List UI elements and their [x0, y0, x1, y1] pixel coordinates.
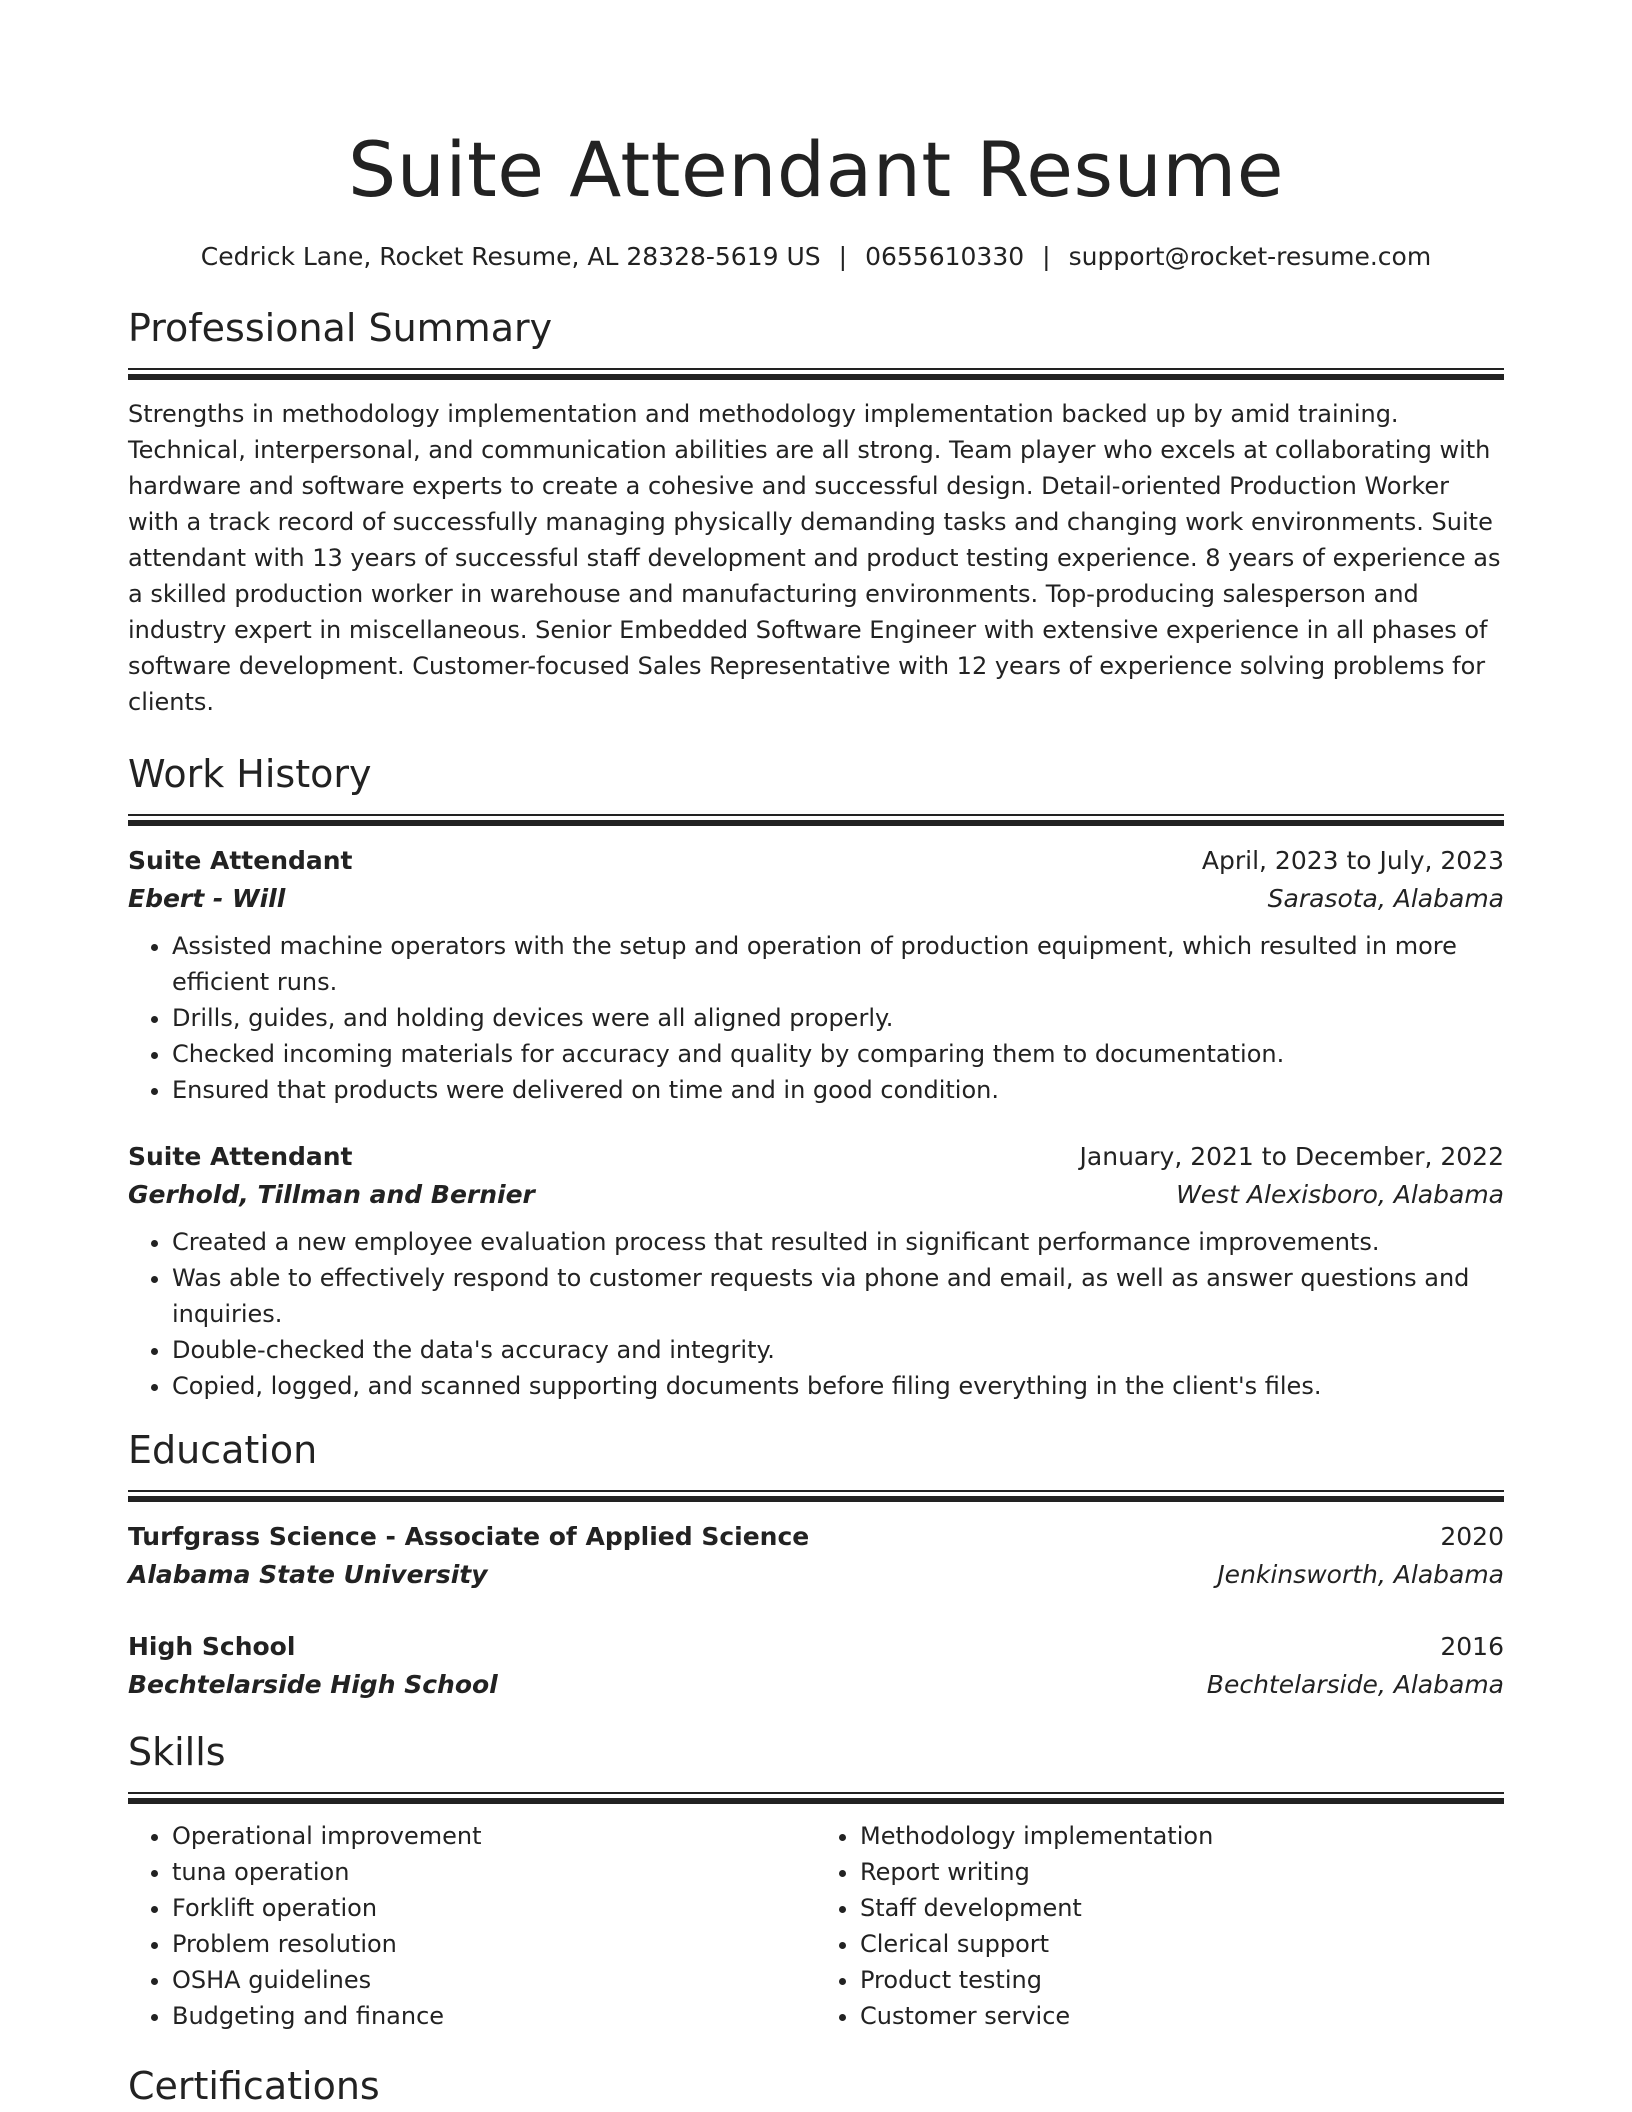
resume-title: Suite Attendant Resume [347, 125, 1285, 214]
skill-item: • Methodology implementation [860, 1818, 1504, 1854]
job-bullet: • Double-checked the data's accuracy and integrity. [172, 1332, 1504, 1368]
skills-column-left [128, 1818, 816, 2034]
skill-item: • Customer service [860, 1998, 1504, 2034]
job-company: Gerhold, Tillman and Bernier [128, 1180, 535, 1209]
certifications-section [128, 2060, 1504, 2112]
skill-item: • Staff development [860, 1890, 1504, 1926]
education-entry [128, 1628, 1504, 1704]
skills-grid [128, 1818, 1504, 2034]
section-divider [128, 368, 1504, 380]
section-heading-work: Work History [128, 752, 372, 796]
contact-phone: 0655610330 [865, 242, 1025, 271]
section-heading-summary: Professional Summary [128, 306, 553, 350]
job-bullet: • Was able to effectively respond to customer requests via phone and email, as well as answer questions and inquiries. [172, 1260, 1504, 1332]
education-subheader-row [128, 1556, 1504, 1594]
job-bullet: • Assisted machine operators with the setup and operation of production equipment, which resulted in more efficient runs. [172, 928, 1504, 1000]
education-location: Jenkinsworth, Alabama [1217, 1560, 1504, 1589]
education-degree: High School [128, 1632, 296, 1661]
job-location: Sarasota, Alabama [1267, 884, 1504, 913]
job-header-row [128, 1138, 1504, 1176]
job-subheader-row [128, 880, 1504, 918]
job-title: Suite Attendant [128, 846, 353, 875]
work-history-section [128, 748, 1504, 1404]
job-header-row [128, 842, 1504, 880]
education-location: Bechtelarside, Alabama [1206, 1670, 1504, 1699]
contact-address: Cedrick Lane, Rocket Resume, AL 28328-5619 US [200, 242, 821, 271]
skill-item: • OSHA guidelines [172, 1962, 816, 1998]
contact-email: support@rocket-resume.com [1068, 242, 1432, 271]
skill-item: • Clerical support [860, 1926, 1504, 1962]
contact-separator: | [1042, 242, 1051, 271]
job-dates: January, 2021 to December, 2022 [1079, 1142, 1504, 1171]
skill-item: • Budgeting and finance [172, 1998, 816, 2034]
education-header-row [128, 1518, 1504, 1556]
job-bullet: • Checked incoming materials for accuracy and quality by comparing them to documentation. [172, 1036, 1504, 1072]
skills-column-right [816, 1818, 1504, 2034]
job-location: West Alexisboro, Alabama [1176, 1180, 1504, 1209]
section-heading-certifications: Certifications [128, 2064, 380, 2108]
skill-item: • tuna operation [172, 1854, 816, 1890]
skill-item: • Forklift operation [172, 1890, 816, 1926]
contact-line [128, 240, 1504, 274]
education-subheader-row [128, 1666, 1504, 1704]
section-divider [128, 1490, 1504, 1502]
skill-item: • Product testing [860, 1962, 1504, 1998]
education-degree: Turfgrass Science - Associate of Applied Science [128, 1522, 810, 1551]
job-bullet: • Drills, guides, and holding devices were all aligned properly. [172, 1000, 1504, 1036]
skill-item: • Operational improvement [172, 1818, 816, 1854]
summary-text: Strengths in methodology implementation and methodology implementation backed up by amid training. Technical, interpersonal, and communication abilities are all strong. Team player who excels at collaborating with hardware and software experts to create a cohesive and successful design. Detail-oriented Production Worker with a track record of successfully managing physically demanding tasks and changing work environments. Suite attendant with 13 years of successful staff development and product testing experience. 8 years of experience as a skilled production worker in warehouse and manufacturing environments. Top-producing salesperson and industry expert in miscellaneous. Senior Embedded Software Engineer with extensive experience in all phases of software development. Customer-focused Sales Representative with 12 years of experience solving problems for clients. [128, 400, 1501, 716]
section-divider [128, 814, 1504, 826]
summary-section [128, 302, 1504, 720]
section-heading-skills: Skills [128, 1730, 226, 1774]
job-bullet: • Copied, logged, and scanned supporting documents before filing everything in the client's files. [172, 1368, 1504, 1404]
job-company: Ebert - Will [128, 884, 286, 913]
skill-item: • Report writing [860, 1854, 1504, 1890]
job-bullets [128, 1224, 1504, 1404]
education-year: 2016 [1440, 1632, 1504, 1661]
skill-item: • Problem resolution [172, 1926, 816, 1962]
job-dates: April, 2023 to July, 2023 [1201, 846, 1504, 875]
section-heading-education: Education [128, 1428, 318, 1472]
education-entry [128, 1518, 1504, 1594]
job-entry [128, 1138, 1504, 1404]
job-bullet: • Created a new employee evaluation process that resulted in significant performance improvements. [172, 1224, 1504, 1260]
skills-section [128, 1726, 1504, 2034]
education-school: Alabama State University [128, 1560, 488, 1589]
job-subheader-row [128, 1176, 1504, 1214]
job-bullet: • Ensured that products were delivered on time and in good condition. [172, 1072, 1504, 1108]
education-section [128, 1424, 1504, 1704]
job-bullets [128, 928, 1504, 1108]
education-header-row [128, 1628, 1504, 1666]
job-title: Suite Attendant [128, 1142, 353, 1171]
contact-separator: | [838, 242, 848, 271]
education-school: Bechtelarside High School [128, 1670, 498, 1699]
education-year: 2020 [1440, 1522, 1504, 1551]
job-entry [128, 842, 1504, 1108]
section-divider [128, 1792, 1504, 1804]
